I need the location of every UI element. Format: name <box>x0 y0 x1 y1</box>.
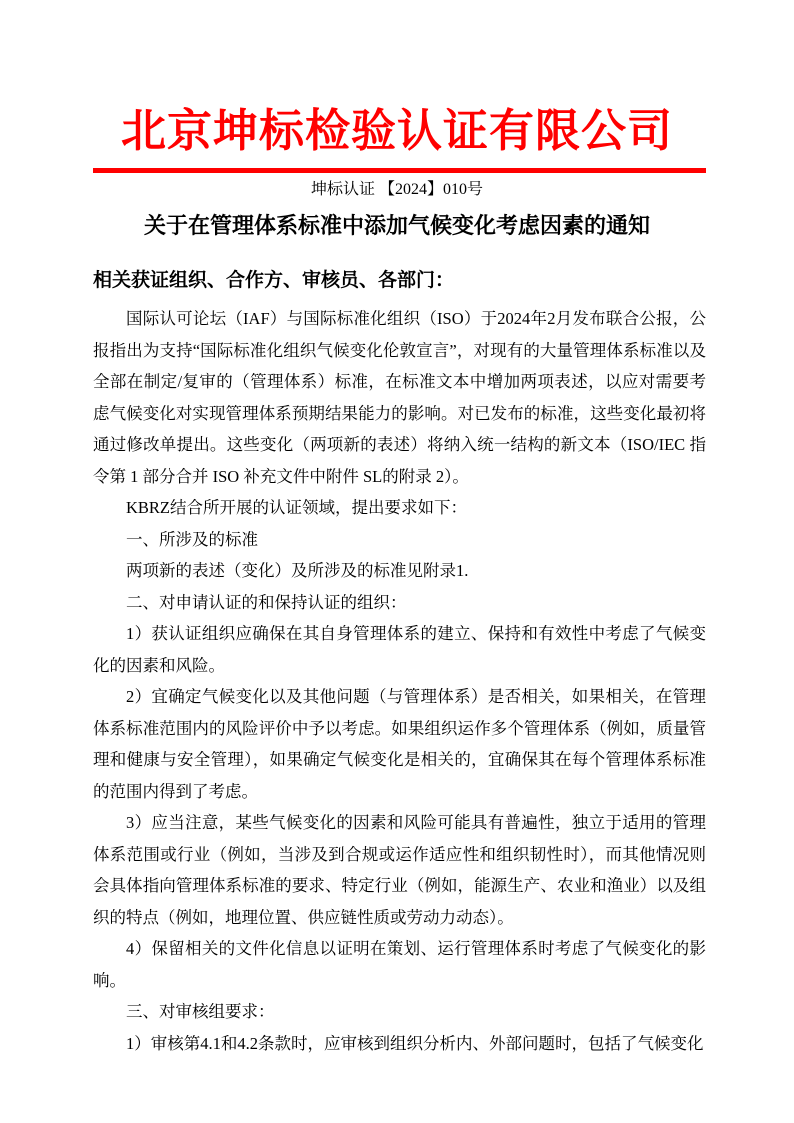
notice-title: 关于在管理体系标准中添加气候变化考虑因素的通知 <box>143 213 650 238</box>
body-paragraph: 两项新的表述（变化）及所涉及的标准见附录1. <box>126 561 469 580</box>
section-heading-3: 三、对审核组要求： <box>126 1002 275 1021</box>
body-paragraph: 2）宜确定气候变化以及其他问题（与管理体系）是否相关，如果相关，在管理体系标准范围内的风险评价中予以考虑。如果组织运作多个管理体系（例如，质量管理和健康与安全管理），如果确定气候变化是相关的，宜确保其在每个管理体系标准的范围内得到了考虑。 <box>93 687 706 801</box>
paragraph-container <box>93 303 706 1059</box>
body-paragraph: 1）审核第4.1和4.2条款时，应审核到组织分析内、外部问题时，包括了气候变化 <box>126 1033 704 1053</box>
document-body <box>93 269 706 1059</box>
section-heading-1: 一、所涉及的标准 <box>126 529 258 549</box>
body-paragraph: 国际认可论坛（IAF）与国际标准化组织（ISO）于2024年2月发布联合公报，公报指出为支持“国际标准化组织气候变化伦敦宣言”，对现有的大量管理体系标准以及全部在制定/复审的（管理体系）标准，在标准文本中增加两项表述，以应对需要考虑气候变化对实现管理体系预期结果能力的影响。对已发布的标准，这些变化最初将通过修改单提出。这些变化（两项新的表述）将纳入统一结构的新文本（ISO/IEC 指令第 1 部分合并 ISO 补充文件中附件 SL的附录 2）。 <box>93 309 706 486</box>
section-heading-2: 二、对申请认证的和保持认证的组织： <box>126 592 407 612</box>
body-paragraph: 1）获认证组织应确保在其自身管理体系的建立、保持和有效性中考虑了气候变化的因素和风险。 <box>93 624 706 675</box>
doc-reference-number: 坤标认证 【2024】010号 <box>310 181 483 198</box>
company-name-title: 北京坤标检验认证有限公司 <box>120 106 673 156</box>
body-paragraph: 3）应当注意，某些气候变化的因素和风险可能具有普遍性，独立于适用的管理体系范围或行业（例如，当涉及到合规或运作适应性和组织韧性时），而其他情况则会具体指向管理体系标准的要求、特定行业（例如，能源生产、农业和渔业）以及组织的特点（例如，地理位置、供应链性质或劳动力动态）。 <box>93 813 706 927</box>
header-divider-rule <box>93 168 706 173</box>
body-paragraph: KBRZ结合所开展的认证领域，提出要求如下： <box>126 498 468 517</box>
salutation-line: 相关获证组织、合作方、审核员、各部门： <box>93 270 455 291</box>
body-paragraph: 4）保留相关的文件化信息以证明在策划、运行管理体系时考虑了气候变化的影响。 <box>93 939 706 990</box>
